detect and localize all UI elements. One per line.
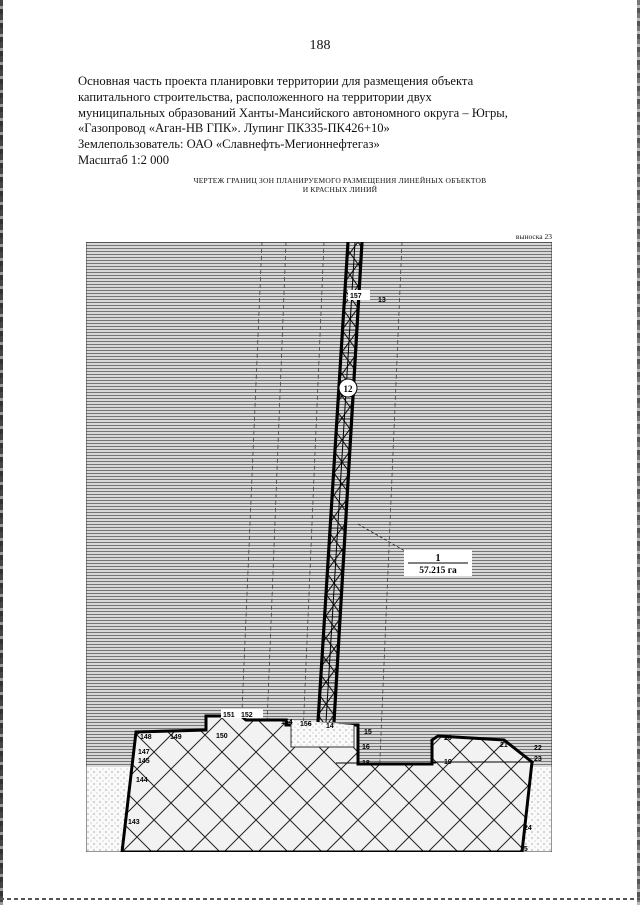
- drawing-title-line1: ЧЕРТЕЖ ГРАНИЦ ЗОН ПЛАНИРУЕМОГО РАЗМЕЩЕНИЯ ЛИНЕЙНЫХ ОБЪЕКТОВ: [193, 176, 487, 185]
- point-145: 145: [138, 758, 150, 765]
- point-15: 15: [364, 729, 372, 736]
- point-14: 14: [326, 723, 334, 730]
- header-line: муниципальных образований Ханты-Мансийского автономного округа – Югры,: [78, 105, 508, 120]
- point-24: 24: [524, 825, 532, 832]
- page-edge-left: [0, 0, 3, 905]
- point-18: 18: [362, 760, 370, 767]
- header-line: Основная часть проекта планировки территории для размещения объекта: [78, 74, 474, 88]
- point-13: 13: [378, 297, 386, 304]
- point-22: 22: [534, 745, 542, 752]
- scale-line: Масштаб 1:2 000: [78, 152, 170, 167]
- land-user-line: Землепользователь: ОАО «Славнефть-Мегионнефтегаз»: [78, 137, 380, 152]
- point-152: 152: [241, 712, 253, 719]
- point-148: 148: [140, 734, 152, 741]
- header-line: капитального строительства, расположенного на территории двух: [78, 89, 432, 104]
- point-157: 157: [350, 293, 362, 300]
- boundary-map: [86, 242, 552, 852]
- point-154: 154: [281, 719, 293, 726]
- drawing-title-line2: И КРАСНЫХ ЛИНИЙ: [302, 185, 378, 194]
- zone-area: 57.215 га: [419, 566, 457, 576]
- point-16: 16: [362, 744, 370, 751]
- point-21: 21: [500, 742, 508, 749]
- point-151: 151: [223, 712, 235, 719]
- page-number: 188: [309, 38, 331, 53]
- point-149: 149: [170, 734, 182, 741]
- point-143: 143: [128, 819, 140, 826]
- zone-number: 1: [435, 553, 441, 564]
- point-25: 25: [520, 846, 528, 852]
- point-19: 19: [444, 759, 452, 766]
- circle-marker-label: 12: [343, 384, 353, 394]
- page-bottom-edge: [0, 898, 640, 900]
- drawing-title: [120, 176, 560, 194]
- point-20: 20: [444, 735, 452, 742]
- point-156: 156: [300, 721, 312, 728]
- point-144: 144: [136, 777, 148, 784]
- callout-reference: выноска 23: [515, 232, 552, 241]
- header-line: «Газопровод «Аган-НВ ГПК». Лупинг ПК335-ПК426+10»: [78, 121, 390, 136]
- document-header: [78, 74, 538, 169]
- point-150: 150: [216, 733, 228, 740]
- point-23: 23: [534, 756, 542, 763]
- point-147: 147: [138, 749, 150, 756]
